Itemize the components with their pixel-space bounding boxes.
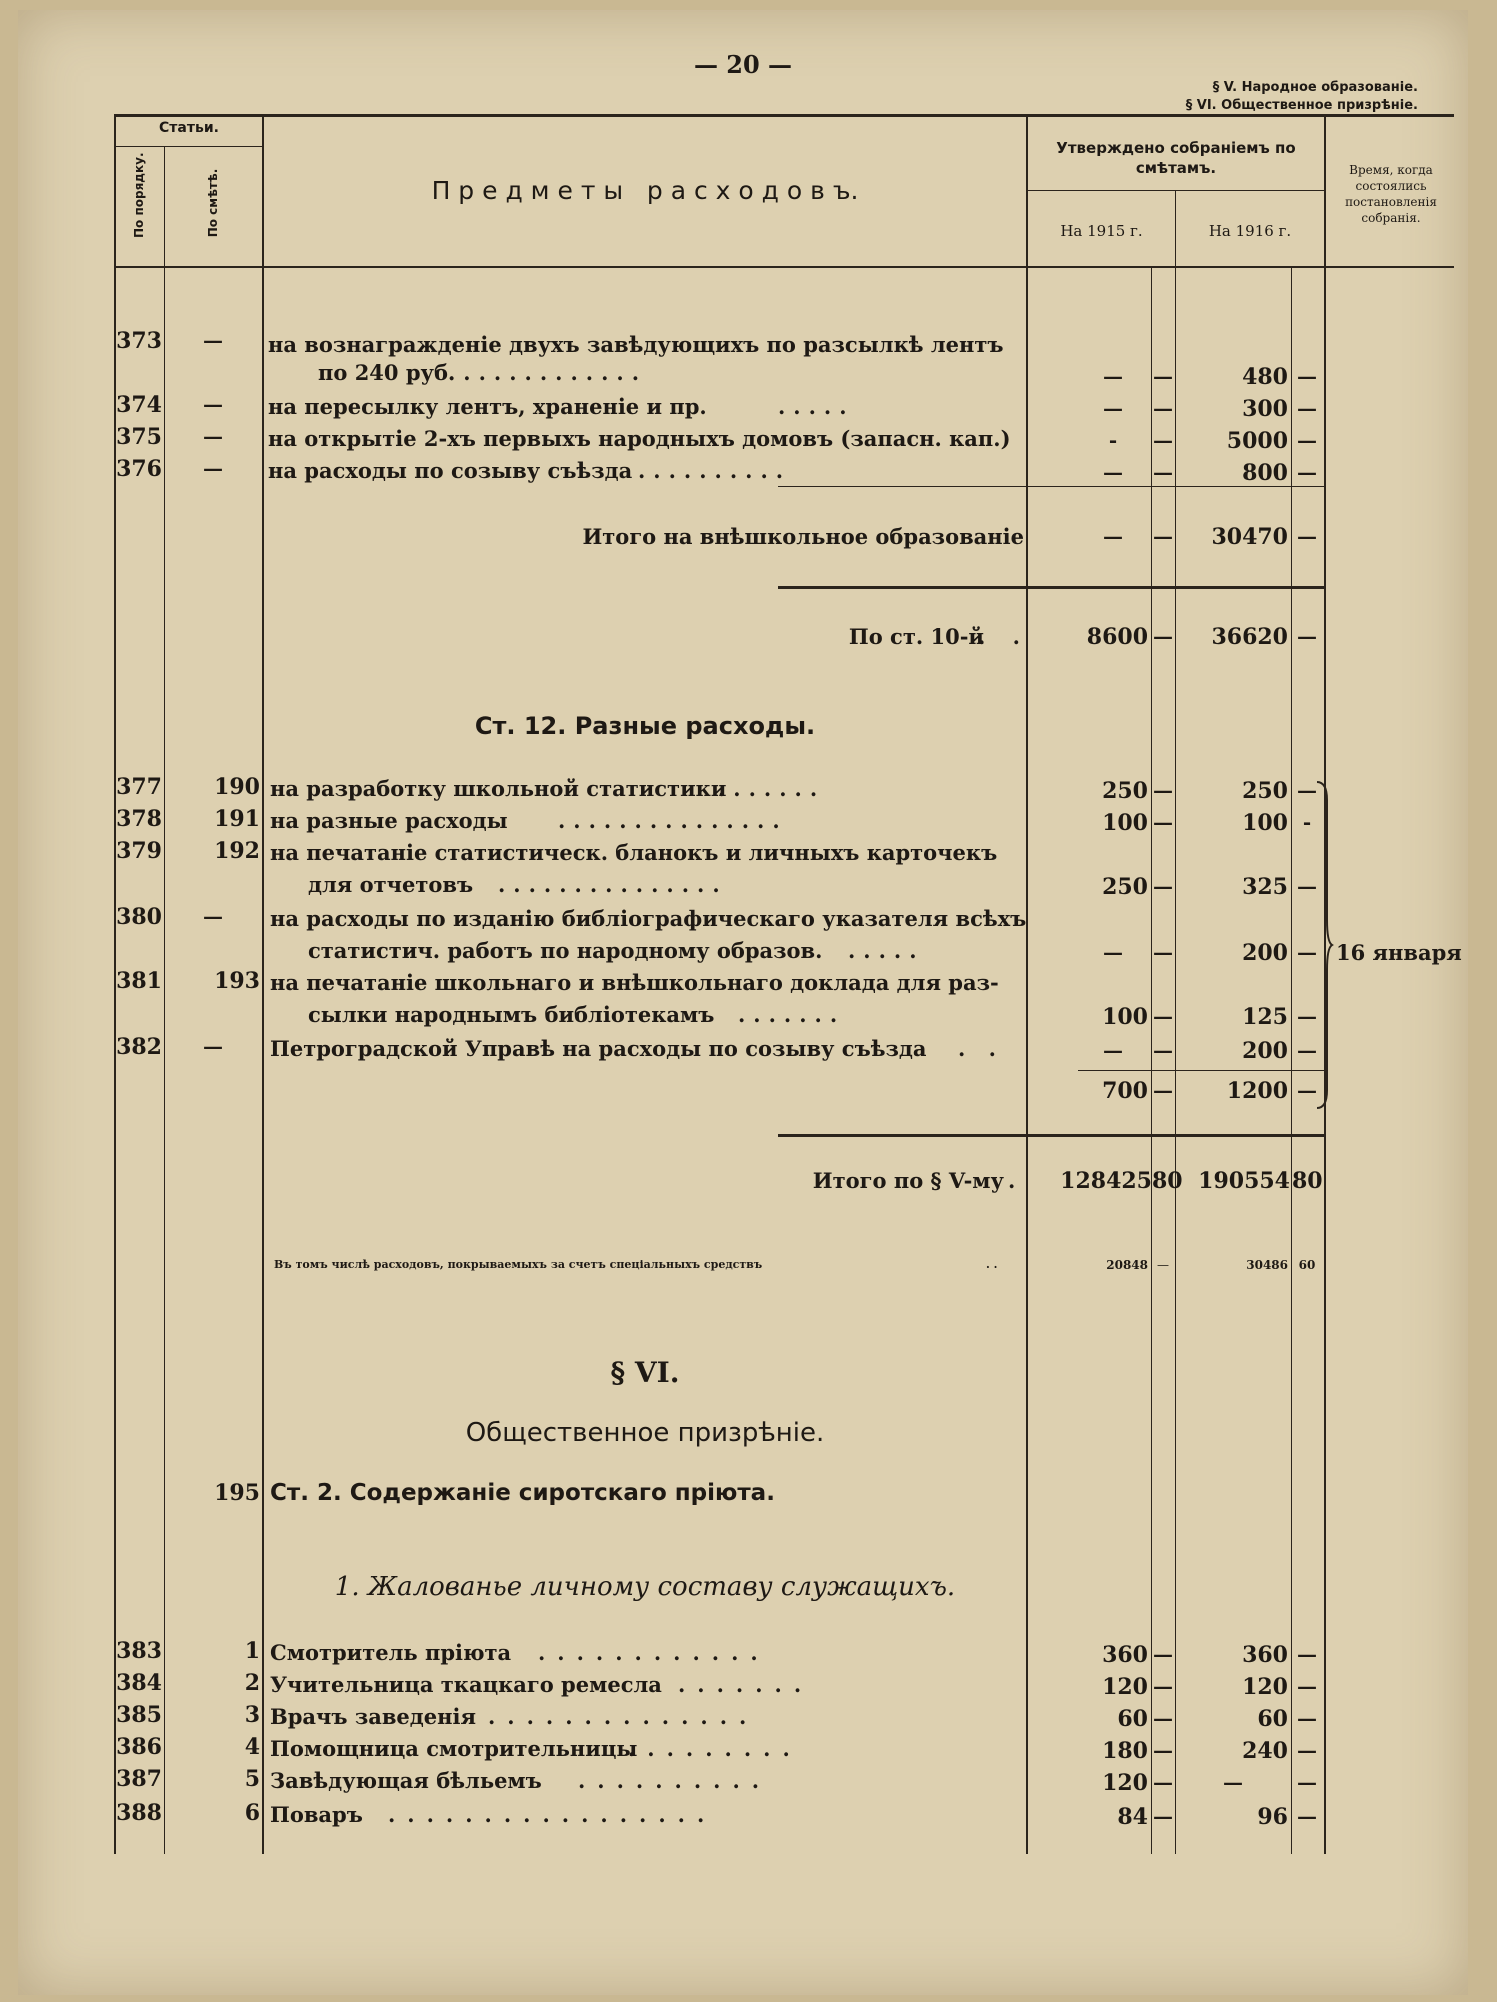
row-1916: 125 [1242,1004,1288,1030]
resolution-date: 16 января [1336,940,1462,965]
row-est: — [203,328,223,352]
row-1916-k: — [1297,1004,1317,1028]
row-desc: Врачъ заведенія [270,1704,477,1729]
row-no: 376 [116,456,162,482]
row-no: 387 [116,1766,162,1792]
total-art10-1915-k: — [1153,624,1173,648]
row-1916-k: — [1297,396,1317,420]
row-no: 377 [116,774,162,800]
header-by-estimate: По смѣтѣ. [206,168,220,238]
row-1916-k: — [1297,460,1317,484]
row-desc: на вознагражденіе двухъ завѣдующихъ по разсылкѣ лентъ [268,332,1004,357]
row-1916-k: — [1297,778,1317,802]
row-1916-k: — [1297,428,1317,452]
row-desc-cont: для отчетовъ [308,872,474,897]
row-1916-k: — [1297,1038,1317,1062]
subtotal-art12-1916-k: — [1297,1078,1317,1102]
row-1916: 200 [1242,940,1288,966]
row-1916: 120 [1242,1674,1288,1700]
row-1916: 250 [1242,778,1288,804]
row-1916-k: — [1297,874,1317,898]
header-year-1916: На 1916 г. [1208,222,1292,240]
special-funds-1916: 30486 [1246,1258,1288,1272]
row-desc: Петроградской Управѣ на расходы по созыву съѣзда [270,1036,927,1061]
row-1915: 60 [1117,1706,1148,1732]
row-1915: 120 [1102,1674,1148,1700]
total-art10-1915: 8600 [1086,624,1148,650]
row-1915-k: — [1153,874,1173,898]
row-1915-k: — [1153,1642,1173,1666]
row-1915-k: — [1153,1674,1173,1698]
row-no: 374 [116,392,162,418]
row-1915-k: — [1153,940,1173,964]
row-desc: Помощница смотрительницы [270,1736,638,1761]
row-est: 6 [244,1800,260,1826]
row-desc: на печатаніе школьнаго и внѣшкольнаго доклада для раз- [270,970,999,995]
row-no: 386 [116,1734,162,1760]
row-1916: 200 [1242,1038,1288,1064]
row-est: — [203,904,223,928]
row-1916-k: — [1297,1738,1317,1762]
row-no: 385 [116,1702,162,1728]
row-1916-k: — [1297,1804,1317,1828]
total-sec5-1916-k: 80 [1292,1168,1323,1194]
row-est: 4 [244,1734,260,1760]
row-1915: 84 [1117,1804,1148,1830]
row-no: 373 [116,328,162,354]
total-sec5-label: Итого по § V-му [812,1168,1004,1193]
total-extra-1916: 30470 [1211,524,1288,550]
subtotal-art12-1915: 700 [1102,1078,1148,1104]
total-sec5-1915: 128425 [1060,1168,1152,1194]
row-1916-k: - [1302,810,1312,834]
row-1915-k: — [1153,1738,1173,1762]
row-1916-k: — [1297,1642,1317,1666]
row-1916: 60 [1257,1706,1288,1732]
row-1915-k: — [1153,1770,1173,1794]
row-est: 3 [244,1702,260,1728]
row-est: 192 [214,838,260,864]
row-est: 5 [244,1766,260,1792]
row-desc: на разные расходы [270,808,508,833]
row-no: 380 [116,904,162,930]
section-header-6: § VI. Общественное призрѣніе. [1185,98,1418,113]
row-no: 378 [116,806,162,832]
row-no: 382 [116,1034,162,1060]
row-1915: 100 [1102,1004,1148,1030]
row-1916: 5000 [1226,428,1288,454]
row-est: — [203,424,223,448]
row-1915-k: — [1153,778,1173,802]
row-est: 190 [214,774,260,800]
row-desc: на разработку школьной статистики [270,776,727,801]
special-funds-1915-k: — [1157,1258,1169,1272]
row-1916-k: — [1297,1706,1317,1730]
total-art10-1916-k: — [1297,624,1317,648]
row-est: 2 [244,1670,260,1696]
row-desc: на расходы по изданію библіографическаго указателя всѣхъ [270,906,1027,931]
subtotal-art12-1915-k: — [1153,1078,1173,1102]
row-est: 191 [214,806,260,832]
row-desc: Учительница ткацкаго ремесла [270,1672,662,1697]
row-1915: 250 [1102,778,1148,804]
row-no: 388 [116,1800,162,1826]
special-funds-1916-k: 60 [1298,1258,1316,1272]
row-no: 383 [116,1638,162,1664]
row-desc-cont: статистич. работъ по народному образов. [308,938,823,963]
header-articles: Статьи. [159,120,219,136]
row-1916: 100 [1242,810,1288,836]
section-6-name: Общественное призрѣніе. [465,1418,825,1448]
row-desc: Смотритель пріюта [270,1640,512,1665]
subtotal-art12-1916: 1200 [1226,1078,1288,1104]
row-1916: 360 [1242,1642,1288,1668]
section-6-title: § VI. [610,1356,680,1389]
row-1915: — [1103,940,1123,964]
row-1916-k: — [1297,1674,1317,1698]
row-1916: 325 [1242,874,1288,900]
row-no: 384 [116,1670,162,1696]
row-1916: 480 [1242,364,1288,390]
header-year-1915: На 1915 г. [1060,222,1143,240]
special-funds-label: Въ томъ числѣ расходовъ, покрываемыхъ за счетъ спеціальныхъ средствъ [274,1258,763,1271]
row-1916: 96 [1257,1804,1288,1830]
section-header-5: § V. Народное образованіе. [1212,80,1418,95]
row-no: 381 [116,968,162,994]
header-approved: Утверждено собраніемъ по смѣтамъ. [1056,139,1296,177]
total-art10-label: По ст. 10-й [848,624,984,649]
row-desc-cont: по 240 руб. [318,360,456,385]
total-sec5-1916: 190554 [1198,1168,1290,1194]
row-1915: 120 [1102,1770,1148,1796]
row-1915: 360 [1102,1642,1148,1668]
row-1915-k: — [1153,396,1173,420]
row-1916: — [1223,1770,1243,1794]
row-1915: — [1103,364,1123,388]
row-desc: на открытіе 2-хъ первыхъ народныхъ домовъ (запасн. кап.) [268,426,1011,451]
row-1915-k: — [1153,1038,1173,1062]
row-1915: 250 [1102,874,1148,900]
article-2-number: 195 [214,1480,260,1506]
row-est: 1 [244,1638,260,1664]
row-1915: — [1103,396,1123,420]
row-desc: на пересылку лентъ, храненіе и пр. [268,394,707,419]
row-desc: на печатаніе статистическ. бланокъ и личныхъ карточекъ [270,840,998,865]
total-art10-1916: 36620 [1211,624,1288,650]
row-est: — [203,456,223,480]
total-sec5-1915-k: 80 [1152,1168,1183,1194]
subsection-1-title: 1. Жалованье личному составу служащихъ. [334,1572,956,1602]
row-1916-k: — [1297,1770,1317,1794]
header-items: П р е д м е т ы р а с х о д о в ъ. [431,176,859,205]
row-1915: — [1103,1038,1123,1062]
row-1915: 180 [1102,1738,1148,1764]
row-est: — [203,392,223,416]
total-extracurricular-label: Итого на внѣшкольное образованіе [582,524,1024,549]
row-1915-k: — [1153,428,1173,452]
row-desc: на расходы по созыву съѣзда [268,458,633,483]
article-12-title: Ст. 12. Разные расходы. [474,712,816,740]
row-est: 193 [214,968,260,994]
article-2-title: Ст. 2. Содержаніе сиротскаго пріюта. [270,1480,775,1506]
special-funds-1915: 20848 [1106,1258,1148,1272]
row-1916: 800 [1242,460,1288,486]
row-1915: 100 [1102,810,1148,836]
row-1916: 300 [1242,396,1288,422]
page-number: — 20 — [693,50,793,79]
row-1916-k: — [1297,364,1317,388]
document-page: — 20 — § V. Народное образованіе. § VI. Общественное призрѣніе. Статьи. По порядку. По смѣтѣ. П р е д м е т ы р а с х о д о в ъ. Утверждено собраніемъ по смѣтамъ. На 1915 г. На 1916 г. Время, когда состоялись постановленія собранія. 373 — на вознагражденіе двухъ завѣдующихъ по разсылкѣ лентъ по 240 руб. ............. — — 480 — 374 — на пересылку лентъ, храненіе и пр. ..... — — 300 — 375 — на открытіе 2-хъ первыхъ народныхъ домовъ (запасн. кап.) - — 5000 — 376 — на расходы по созыву съѣзда .......... — — 800 — Итого на внѣшкольное образованіе — — 30470 — По ст. 10-й . . 8600 — 36620 — Ст. 12. Разные расходы. 377 190 на разработку школьной статистики ....... 250 — 250 — 378 191 на разные расходы ............... 100 — 100 - 379 192 на печатаніе статистическ. бланокъ и личныхъ карточекъ для отчетовъ ............... 250 — 325 — 380 — на расходы по изданію библіографическаго указателя всѣхъ статистич. работъ по народному образов. ..... — — 200 — 381 193 на печатаніе школьнаго и внѣшкольнаго доклада для раз- сылки народнымъ библіотекамъ ....... 100 — 125 — 382 — Петроградской Управѣ на расходы по созыву съѣзда . . — — 200 — 700 — 1200 — 16 января Итого по § V-му . 128425 80 190554 80 Въ томъ числѣ расходовъ, покрываемыхъ за счетъ спеціальныхъ средствъ . . 20848 — 30486 60 § VI. Общественное призрѣніе. 195 Ст. 2. Содержаніе сиротскаго пріюта. 1. Жалованье личному составу служащихъ. 383 1 Смотритель пріюта ............ 360 — 360 — 384 2 Учительница ткацкаго ремесла ....... 120 — 120 — 385 3 Врачъ заведенія .............. 60 — 60 — 386 4 Помощница смотрительницы ......... 180 — 240 — 387 5 Завѣдующая бѣльемъ .......... 120 — — — 388 6 Поваръ ................. 84 — 96 — [18,10,1468,1995]
row-1916: 240 [1242,1738,1288,1764]
row-1915-k: — [1153,460,1173,484]
row-est: — [203,1034,223,1058]
row-no: 375 [116,424,162,450]
total-extra-1915-k: — [1153,524,1173,548]
total-extra-1916-k: — [1297,524,1317,548]
row-1916-k: — [1297,940,1317,964]
brace-bracket [1314,780,1334,1110]
header-by-order: По порядку. [132,152,146,238]
row-desc: Поваръ [270,1802,363,1827]
header-time: Время, когда состоялись постановленія собранія. [1345,163,1437,225]
row-1915: — [1103,460,1123,484]
row-1915-k: — [1153,1804,1173,1828]
row-1915: - [1108,428,1118,452]
row-no: 379 [116,838,162,864]
row-1915-k: — [1153,364,1173,388]
row-desc-cont: сылки народнымъ библіотекамъ [308,1002,715,1027]
total-extra-1915: — [1103,524,1123,548]
row-1915-k: — [1153,1706,1173,1730]
row-desc: Завѣдующая бѣльемъ [270,1768,542,1793]
row-1915-k: — [1153,810,1173,834]
row-1915-k: — [1153,1004,1173,1028]
